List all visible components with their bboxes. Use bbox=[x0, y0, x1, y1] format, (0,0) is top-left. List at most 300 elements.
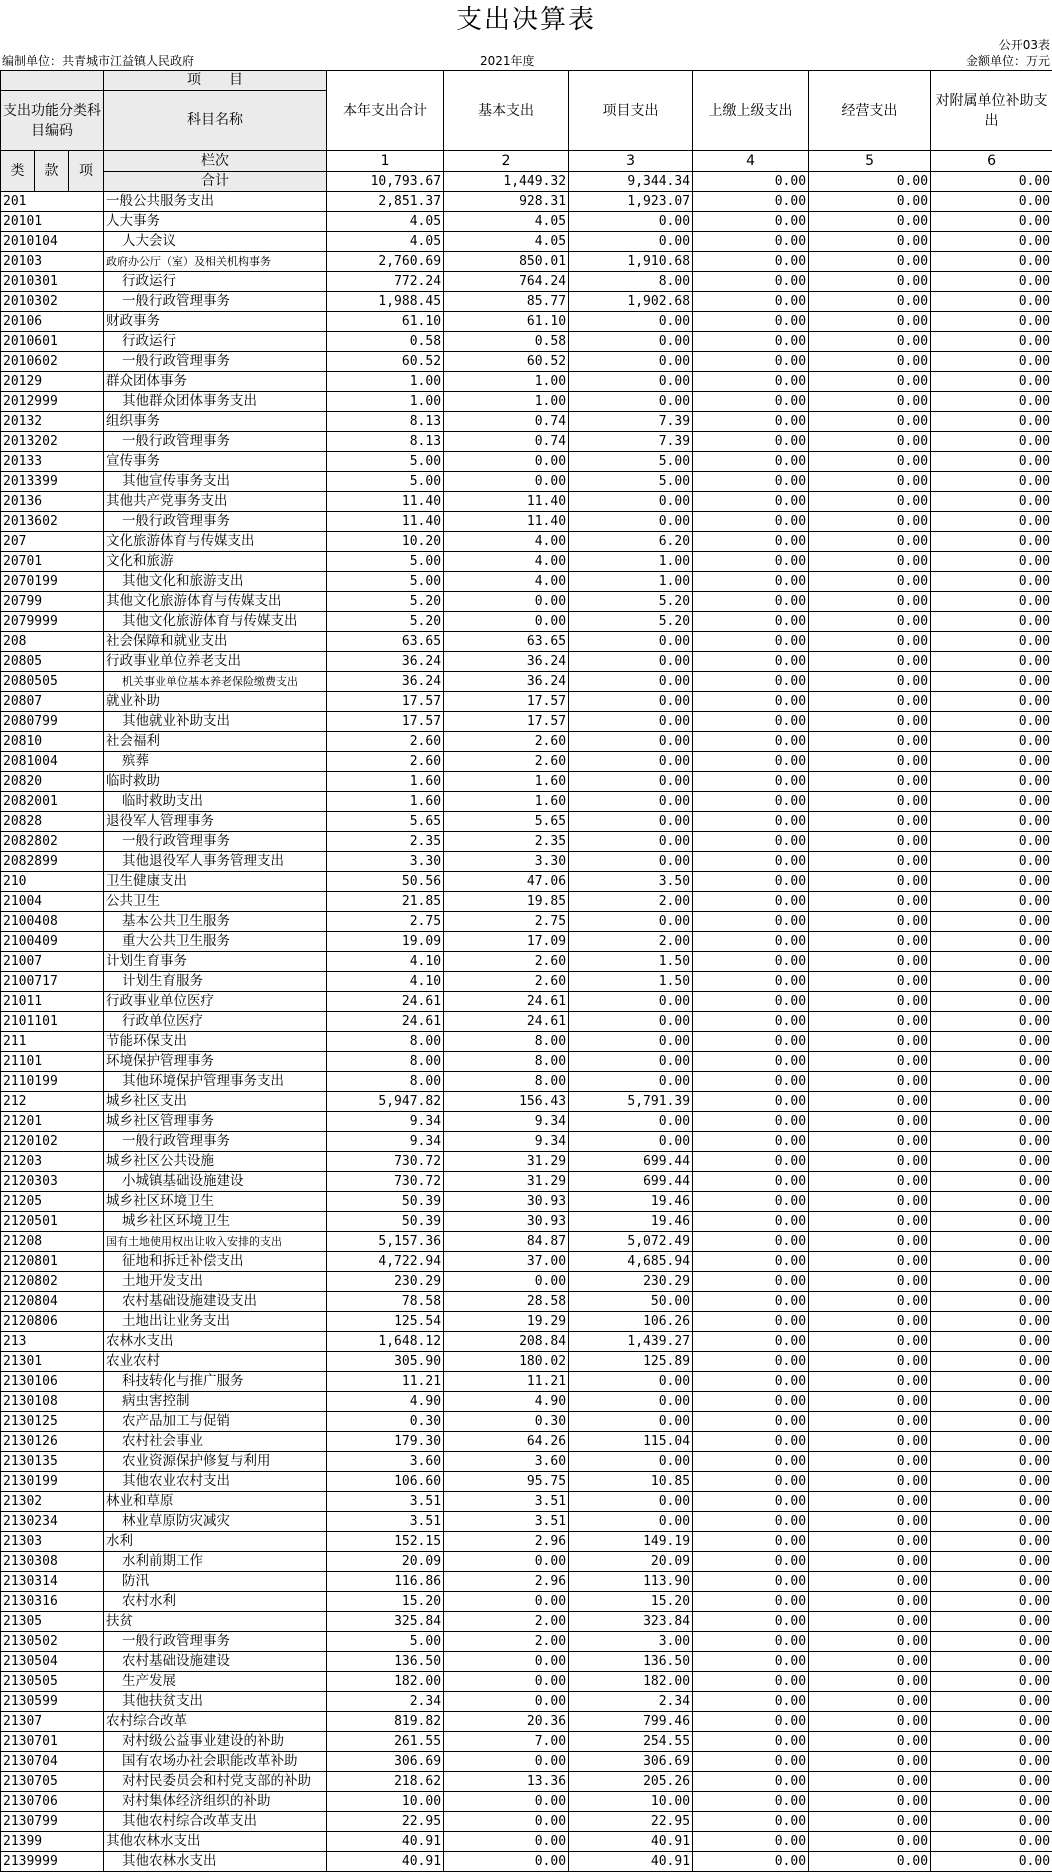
row-upper: 0.00 bbox=[693, 1132, 809, 1152]
row-subsidy: 0.00 bbox=[931, 1412, 1052, 1432]
row-total: 152.15 bbox=[327, 1532, 444, 1552]
row-name: 其他退役军人事务管理支出 bbox=[104, 852, 327, 872]
row-upper: 0.00 bbox=[693, 1712, 809, 1732]
row-project: 5.20 bbox=[569, 612, 693, 632]
row-upper: 0.00 bbox=[693, 1832, 809, 1852]
row-upper: 0.00 bbox=[693, 692, 809, 712]
col-no-6: 6 bbox=[931, 151, 1052, 172]
row-subsidy: 0.00 bbox=[931, 1052, 1052, 1072]
row-project: 0.00 bbox=[569, 752, 693, 772]
row-code: 20820 bbox=[1, 772, 104, 792]
row-basic: 2.96 bbox=[444, 1572, 569, 1592]
row-name: 其他宣传事务支出 bbox=[104, 472, 327, 492]
row-project: 0.00 bbox=[569, 672, 693, 692]
row-subsidy: 0.00 bbox=[931, 1312, 1052, 1332]
table-row bbox=[1, 1032, 1052, 1052]
row-code: 2082899 bbox=[1, 852, 104, 872]
row-upper: 0.00 bbox=[693, 292, 809, 312]
row-project: 5,072.49 bbox=[569, 1232, 693, 1252]
row-code: 2130316 bbox=[1, 1592, 104, 1612]
row-code: 2110199 bbox=[1, 1072, 104, 1092]
row-project: 115.04 bbox=[569, 1432, 693, 1452]
table-row bbox=[1, 1812, 1052, 1832]
row-total: 8.13 bbox=[327, 412, 444, 432]
row-project: 1,439.27 bbox=[569, 1332, 693, 1352]
row-code: 2082001 bbox=[1, 792, 104, 812]
row-business: 0.00 bbox=[809, 1752, 931, 1772]
row-project: 0.00 bbox=[569, 692, 693, 712]
row-subsidy: 0.00 bbox=[931, 332, 1052, 352]
row-subsidy: 0.00 bbox=[931, 1352, 1052, 1372]
row-name: 林业和草原 bbox=[104, 1492, 327, 1512]
row-project: 1.50 bbox=[569, 952, 693, 972]
row-basic: 4.00 bbox=[444, 572, 569, 592]
row-name: 临时救助支出 bbox=[104, 792, 327, 812]
row-subsidy: 0.00 bbox=[931, 1332, 1052, 1352]
heji-total: 10,793.67 bbox=[327, 172, 444, 192]
row-total: 24.61 bbox=[327, 992, 444, 1012]
row-business: 0.00 bbox=[809, 1072, 931, 1092]
row-basic: 5.65 bbox=[444, 812, 569, 832]
table-row bbox=[1, 772, 1052, 792]
table-row bbox=[1, 1132, 1052, 1152]
row-subsidy: 0.00 bbox=[931, 772, 1052, 792]
row-total: 3.51 bbox=[327, 1512, 444, 1532]
row-code: 211 bbox=[1, 1032, 104, 1052]
row-total: 1.60 bbox=[327, 792, 444, 812]
row-basic: 0.00 bbox=[444, 1552, 569, 1572]
row-business: 0.00 bbox=[809, 332, 931, 352]
row-basic: 7.00 bbox=[444, 1732, 569, 1752]
row-subsidy: 0.00 bbox=[931, 1472, 1052, 1492]
row-project: 0.00 bbox=[569, 1372, 693, 1392]
row-code: 20106 bbox=[1, 312, 104, 332]
row-subsidy: 0.00 bbox=[931, 352, 1052, 372]
row-total: 5.20 bbox=[327, 592, 444, 612]
row-subsidy: 0.00 bbox=[931, 492, 1052, 512]
row-project: 0.00 bbox=[569, 832, 693, 852]
row-total: 5,947.82 bbox=[327, 1092, 444, 1112]
row-project: 254.55 bbox=[569, 1732, 693, 1752]
row-upper: 0.00 bbox=[693, 1172, 809, 1192]
row-business: 0.00 bbox=[809, 1332, 931, 1352]
row-code: 2010601 bbox=[1, 332, 104, 352]
table-row bbox=[1, 932, 1052, 952]
table-row bbox=[1, 1492, 1052, 1512]
row-upper: 0.00 bbox=[693, 192, 809, 212]
row-upper: 0.00 bbox=[693, 372, 809, 392]
row-project: 4,685.94 bbox=[569, 1252, 693, 1272]
row-code: 2120501 bbox=[1, 1212, 104, 1232]
row-name: 农村水利 bbox=[104, 1592, 327, 1612]
row-code: 2130701 bbox=[1, 1732, 104, 1752]
row-subsidy: 0.00 bbox=[931, 652, 1052, 672]
row-total: 10.00 bbox=[327, 1792, 444, 1812]
row-business: 0.00 bbox=[809, 1532, 931, 1552]
row-code: 2080505 bbox=[1, 672, 104, 692]
row-project: 0.00 bbox=[569, 1492, 693, 1512]
row-subsidy: 0.00 bbox=[931, 552, 1052, 572]
header-blank bbox=[1, 71, 104, 91]
header-upper: 上缴上级支出 bbox=[693, 71, 809, 151]
row-subsidy: 0.00 bbox=[931, 1672, 1052, 1692]
row-project: 0.00 bbox=[569, 652, 693, 672]
row-business: 0.00 bbox=[809, 1612, 931, 1632]
row-business: 0.00 bbox=[809, 1712, 931, 1732]
row-basic: 11.40 bbox=[444, 512, 569, 532]
row-project: 699.44 bbox=[569, 1152, 693, 1172]
row-project: 106.26 bbox=[569, 1312, 693, 1332]
table-row bbox=[1, 1392, 1052, 1412]
money-unit: 金额单位：万元 bbox=[966, 52, 1050, 70]
row-subsidy: 0.00 bbox=[931, 472, 1052, 492]
row-upper: 0.00 bbox=[693, 1012, 809, 1032]
row-business: 0.00 bbox=[809, 1412, 931, 1432]
table-row bbox=[1, 232, 1052, 252]
row-code: 2130502 bbox=[1, 1632, 104, 1652]
row-basic: 4.00 bbox=[444, 552, 569, 572]
row-code: 2130126 bbox=[1, 1432, 104, 1452]
row-business: 0.00 bbox=[809, 752, 931, 772]
row-code: 2082802 bbox=[1, 832, 104, 852]
table-row bbox=[1, 372, 1052, 392]
row-subsidy: 0.00 bbox=[931, 1552, 1052, 1572]
row-total: 325.84 bbox=[327, 1612, 444, 1632]
row-code: 21302 bbox=[1, 1492, 104, 1512]
row-basic: 1.60 bbox=[444, 772, 569, 792]
row-total: 772.24 bbox=[327, 272, 444, 292]
row-basic: 0.00 bbox=[444, 452, 569, 472]
row-basic: 11.40 bbox=[444, 492, 569, 512]
row-subsidy: 0.00 bbox=[931, 752, 1052, 772]
row-basic: 64.26 bbox=[444, 1432, 569, 1452]
row-project: 0.00 bbox=[569, 1052, 693, 1072]
row-project: 125.89 bbox=[569, 1352, 693, 1372]
row-project: 7.39 bbox=[569, 432, 693, 452]
row-business: 0.00 bbox=[809, 1792, 931, 1812]
row-code: 21301 bbox=[1, 1352, 104, 1372]
row-subsidy: 0.00 bbox=[931, 1572, 1052, 1592]
row-basic: 0.00 bbox=[444, 1832, 569, 1852]
row-basic: 17.57 bbox=[444, 712, 569, 732]
row-code: 2100409 bbox=[1, 932, 104, 952]
row-total: 4.10 bbox=[327, 972, 444, 992]
row-business: 0.00 bbox=[809, 1732, 931, 1752]
row-total: 5.00 bbox=[327, 572, 444, 592]
row-basic: 0.30 bbox=[444, 1412, 569, 1432]
row-project: 50.00 bbox=[569, 1292, 693, 1312]
row-total: 19.09 bbox=[327, 932, 444, 952]
row-upper: 0.00 bbox=[693, 1432, 809, 1452]
table-row bbox=[1, 1572, 1052, 1592]
row-upper: 0.00 bbox=[693, 852, 809, 872]
row-code: 21205 bbox=[1, 1192, 104, 1212]
row-upper: 0.00 bbox=[693, 1852, 809, 1872]
row-project: 0.00 bbox=[569, 1412, 693, 1432]
row-code: 2130799 bbox=[1, 1812, 104, 1832]
row-project: 0.00 bbox=[569, 1392, 693, 1412]
expenditure-table bbox=[0, 70, 1052, 1872]
row-basic: 60.52 bbox=[444, 352, 569, 372]
row-business: 0.00 bbox=[809, 1032, 931, 1052]
row-upper: 0.00 bbox=[693, 912, 809, 932]
row-subsidy: 0.00 bbox=[931, 1012, 1052, 1032]
row-code: 20136 bbox=[1, 492, 104, 512]
row-code: 208 bbox=[1, 632, 104, 652]
row-upper: 0.00 bbox=[693, 752, 809, 772]
row-business: 0.00 bbox=[809, 972, 931, 992]
row-total: 261.55 bbox=[327, 1732, 444, 1752]
row-name: 小城镇基础设施建设 bbox=[104, 1172, 327, 1192]
row-project: 0.00 bbox=[569, 792, 693, 812]
row-code: 20799 bbox=[1, 592, 104, 612]
row-project: 0.00 bbox=[569, 1132, 693, 1152]
row-business: 0.00 bbox=[809, 492, 931, 512]
row-basic: 95.75 bbox=[444, 1472, 569, 1492]
row-total: 230.29 bbox=[327, 1272, 444, 1292]
row-total: 9.34 bbox=[327, 1112, 444, 1132]
row-project: 7.39 bbox=[569, 412, 693, 432]
row-upper: 0.00 bbox=[693, 1792, 809, 1812]
row-subsidy: 0.00 bbox=[931, 252, 1052, 272]
row-business: 0.00 bbox=[809, 1292, 931, 1312]
row-project: 5.00 bbox=[569, 452, 693, 472]
row-subsidy: 0.00 bbox=[931, 512, 1052, 532]
row-total: 1,988.45 bbox=[327, 292, 444, 312]
row-name: 水利前期工作 bbox=[104, 1552, 327, 1572]
row-subsidy: 0.00 bbox=[931, 792, 1052, 812]
row-total: 20.09 bbox=[327, 1552, 444, 1572]
row-upper: 0.00 bbox=[693, 392, 809, 412]
row-name: 对村级公益事业建设的补助 bbox=[104, 1732, 327, 1752]
row-basic: 0.00 bbox=[444, 1752, 569, 1772]
row-total: 730.72 bbox=[327, 1152, 444, 1172]
row-code: 2010302 bbox=[1, 292, 104, 312]
row-code: 20701 bbox=[1, 552, 104, 572]
row-project: 0.00 bbox=[569, 392, 693, 412]
row-upper: 0.00 bbox=[693, 1392, 809, 1412]
row-upper: 0.00 bbox=[693, 1092, 809, 1112]
row-project: 0.00 bbox=[569, 632, 693, 652]
row-code: 21201 bbox=[1, 1112, 104, 1132]
row-total: 8.00 bbox=[327, 1032, 444, 1052]
row-basic: 11.21 bbox=[444, 1372, 569, 1392]
row-business: 0.00 bbox=[809, 1232, 931, 1252]
row-total: 125.54 bbox=[327, 1312, 444, 1332]
row-subsidy: 0.00 bbox=[931, 1272, 1052, 1292]
table-row bbox=[1, 552, 1052, 572]
row-business: 0.00 bbox=[809, 212, 931, 232]
row-code: 2130199 bbox=[1, 1472, 104, 1492]
row-code: 2079999 bbox=[1, 612, 104, 632]
row-name: 农村基础设施建设 bbox=[104, 1652, 327, 1672]
row-basic: 2.60 bbox=[444, 952, 569, 972]
row-code: 2080799 bbox=[1, 712, 104, 732]
heji-basic: 1,449.32 bbox=[444, 172, 569, 192]
row-basic: 1.00 bbox=[444, 392, 569, 412]
row-project: 799.46 bbox=[569, 1712, 693, 1732]
row-upper: 0.00 bbox=[693, 1292, 809, 1312]
table-row bbox=[1, 1532, 1052, 1552]
row-business: 0.00 bbox=[809, 1312, 931, 1332]
row-business: 0.00 bbox=[809, 512, 931, 532]
col-no-2: 2 bbox=[444, 151, 569, 172]
row-code: 21208 bbox=[1, 1232, 104, 1252]
row-subsidy: 0.00 bbox=[931, 1712, 1052, 1732]
row-name: 节能环保支出 bbox=[104, 1032, 327, 1052]
row-total: 5.00 bbox=[327, 1632, 444, 1652]
row-basic: 928.31 bbox=[444, 192, 569, 212]
row-code: 21203 bbox=[1, 1152, 104, 1172]
row-project: 0.00 bbox=[569, 852, 693, 872]
row-business: 0.00 bbox=[809, 932, 931, 952]
row-code: 2070199 bbox=[1, 572, 104, 592]
row-basic: 47.06 bbox=[444, 872, 569, 892]
row-upper: 0.00 bbox=[693, 492, 809, 512]
row-name: 国有农场办社会职能改革补助 bbox=[104, 1752, 327, 1772]
table-row bbox=[1, 472, 1052, 492]
row-subsidy: 0.00 bbox=[931, 1732, 1052, 1752]
heji-upper: 0.00 bbox=[693, 172, 809, 192]
row-name: 行政单位医疗 bbox=[104, 1012, 327, 1032]
row-total: 0.30 bbox=[327, 1412, 444, 1432]
row-subsidy: 0.00 bbox=[931, 1492, 1052, 1512]
row-basic: 17.09 bbox=[444, 932, 569, 952]
row-subsidy: 0.00 bbox=[931, 192, 1052, 212]
row-project: 5.20 bbox=[569, 592, 693, 612]
row-project: 2.34 bbox=[569, 1692, 693, 1712]
row-subsidy: 0.00 bbox=[931, 1772, 1052, 1792]
row-project: 1.00 bbox=[569, 572, 693, 592]
row-business: 0.00 bbox=[809, 1152, 931, 1172]
row-upper: 0.00 bbox=[693, 1592, 809, 1612]
row-project: 1,923.07 bbox=[569, 192, 693, 212]
row-name: 其他农林水支出 bbox=[104, 1832, 327, 1852]
row-subsidy: 0.00 bbox=[931, 632, 1052, 652]
row-project: 306.69 bbox=[569, 1752, 693, 1772]
row-subsidy: 0.00 bbox=[931, 292, 1052, 312]
row-upper: 0.00 bbox=[693, 1612, 809, 1632]
row-total: 819.82 bbox=[327, 1712, 444, 1732]
table-row bbox=[1, 492, 1052, 512]
row-name: 农村社会事业 bbox=[104, 1432, 327, 1452]
row-upper: 0.00 bbox=[693, 1772, 809, 1792]
row-code: 2130505 bbox=[1, 1672, 104, 1692]
row-upper: 0.00 bbox=[693, 412, 809, 432]
row-business: 0.00 bbox=[809, 532, 931, 552]
row-name: 水利 bbox=[104, 1532, 327, 1552]
row-business: 0.00 bbox=[809, 732, 931, 752]
table-row bbox=[1, 892, 1052, 912]
row-subsidy: 0.00 bbox=[931, 1652, 1052, 1672]
row-name: 城乡社区支出 bbox=[104, 1092, 327, 1112]
row-subsidy: 0.00 bbox=[931, 672, 1052, 692]
page-title: 支出决算表 bbox=[0, 0, 1052, 40]
row-project: 0.00 bbox=[569, 512, 693, 532]
row-name: 一般行政管理事务 bbox=[104, 1132, 327, 1152]
row-name: 群众团体事务 bbox=[104, 372, 327, 392]
row-subsidy: 0.00 bbox=[931, 1132, 1052, 1152]
row-upper: 0.00 bbox=[693, 1632, 809, 1652]
row-upper: 0.00 bbox=[693, 1032, 809, 1052]
table-row bbox=[1, 1192, 1052, 1212]
table-row bbox=[1, 252, 1052, 272]
row-code: 2120802 bbox=[1, 1272, 104, 1292]
row-basic: 0.00 bbox=[444, 1812, 569, 1832]
row-project: 40.91 bbox=[569, 1832, 693, 1852]
row-name: 行政事业单位养老支出 bbox=[104, 652, 327, 672]
row-upper: 0.00 bbox=[693, 932, 809, 952]
row-upper: 0.00 bbox=[693, 352, 809, 372]
row-subsidy: 0.00 bbox=[931, 1372, 1052, 1392]
row-upper: 0.00 bbox=[693, 532, 809, 552]
row-project: 0.00 bbox=[569, 232, 693, 252]
row-upper: 0.00 bbox=[693, 1372, 809, 1392]
row-code: 20132 bbox=[1, 412, 104, 432]
row-code: 20103 bbox=[1, 252, 104, 272]
row-total: 4.05 bbox=[327, 212, 444, 232]
row-business: 0.00 bbox=[809, 392, 931, 412]
row-total: 182.00 bbox=[327, 1672, 444, 1692]
row-name: 其他环境保护管理事务支出 bbox=[104, 1072, 327, 1092]
row-total: 50.39 bbox=[327, 1212, 444, 1232]
row-total: 3.51 bbox=[327, 1492, 444, 1512]
table-row bbox=[1, 612, 1052, 632]
row-upper: 0.00 bbox=[693, 1412, 809, 1432]
row-total: 5,157.36 bbox=[327, 1232, 444, 1252]
row-business: 0.00 bbox=[809, 572, 931, 592]
row-project: 0.00 bbox=[569, 1012, 693, 1032]
row-business: 0.00 bbox=[809, 1272, 931, 1292]
row-business: 0.00 bbox=[809, 692, 931, 712]
row-project: 0.00 bbox=[569, 912, 693, 932]
row-basic: 9.34 bbox=[444, 1132, 569, 1152]
row-basic: 764.24 bbox=[444, 272, 569, 292]
row-subsidy: 0.00 bbox=[931, 832, 1052, 852]
row-project: 0.00 bbox=[569, 732, 693, 752]
row-upper: 0.00 bbox=[693, 1112, 809, 1132]
row-code: 2120102 bbox=[1, 1132, 104, 1152]
row-upper: 0.00 bbox=[693, 812, 809, 832]
row-upper: 0.00 bbox=[693, 1312, 809, 1332]
row-business: 0.00 bbox=[809, 1392, 931, 1412]
row-name: 殡葬 bbox=[104, 752, 327, 772]
row-name: 城乡社区环境卫生 bbox=[104, 1192, 327, 1212]
row-business: 0.00 bbox=[809, 912, 931, 932]
row-business: 0.00 bbox=[809, 952, 931, 972]
row-upper: 0.00 bbox=[693, 672, 809, 692]
row-name: 农村综合改革 bbox=[104, 1712, 327, 1732]
table-row bbox=[1, 212, 1052, 232]
row-upper: 0.00 bbox=[693, 1232, 809, 1252]
row-code: 2010301 bbox=[1, 272, 104, 292]
row-project: 205.26 bbox=[569, 1772, 693, 1792]
row-project: 40.91 bbox=[569, 1852, 693, 1872]
row-total: 3.30 bbox=[327, 852, 444, 872]
row-code: 2013602 bbox=[1, 512, 104, 532]
row-upper: 0.00 bbox=[693, 632, 809, 652]
row-upper: 0.00 bbox=[693, 472, 809, 492]
row-total: 17.57 bbox=[327, 692, 444, 712]
row-total: 36.24 bbox=[327, 652, 444, 672]
row-code: 2130308 bbox=[1, 1552, 104, 1572]
row-subsidy: 0.00 bbox=[931, 272, 1052, 292]
row-business: 0.00 bbox=[809, 1012, 931, 1032]
row-total: 2,851.37 bbox=[327, 192, 444, 212]
row-project: 0.00 bbox=[569, 1512, 693, 1532]
row-business: 0.00 bbox=[809, 1352, 931, 1372]
row-name: 其他农村综合改革支出 bbox=[104, 1812, 327, 1832]
